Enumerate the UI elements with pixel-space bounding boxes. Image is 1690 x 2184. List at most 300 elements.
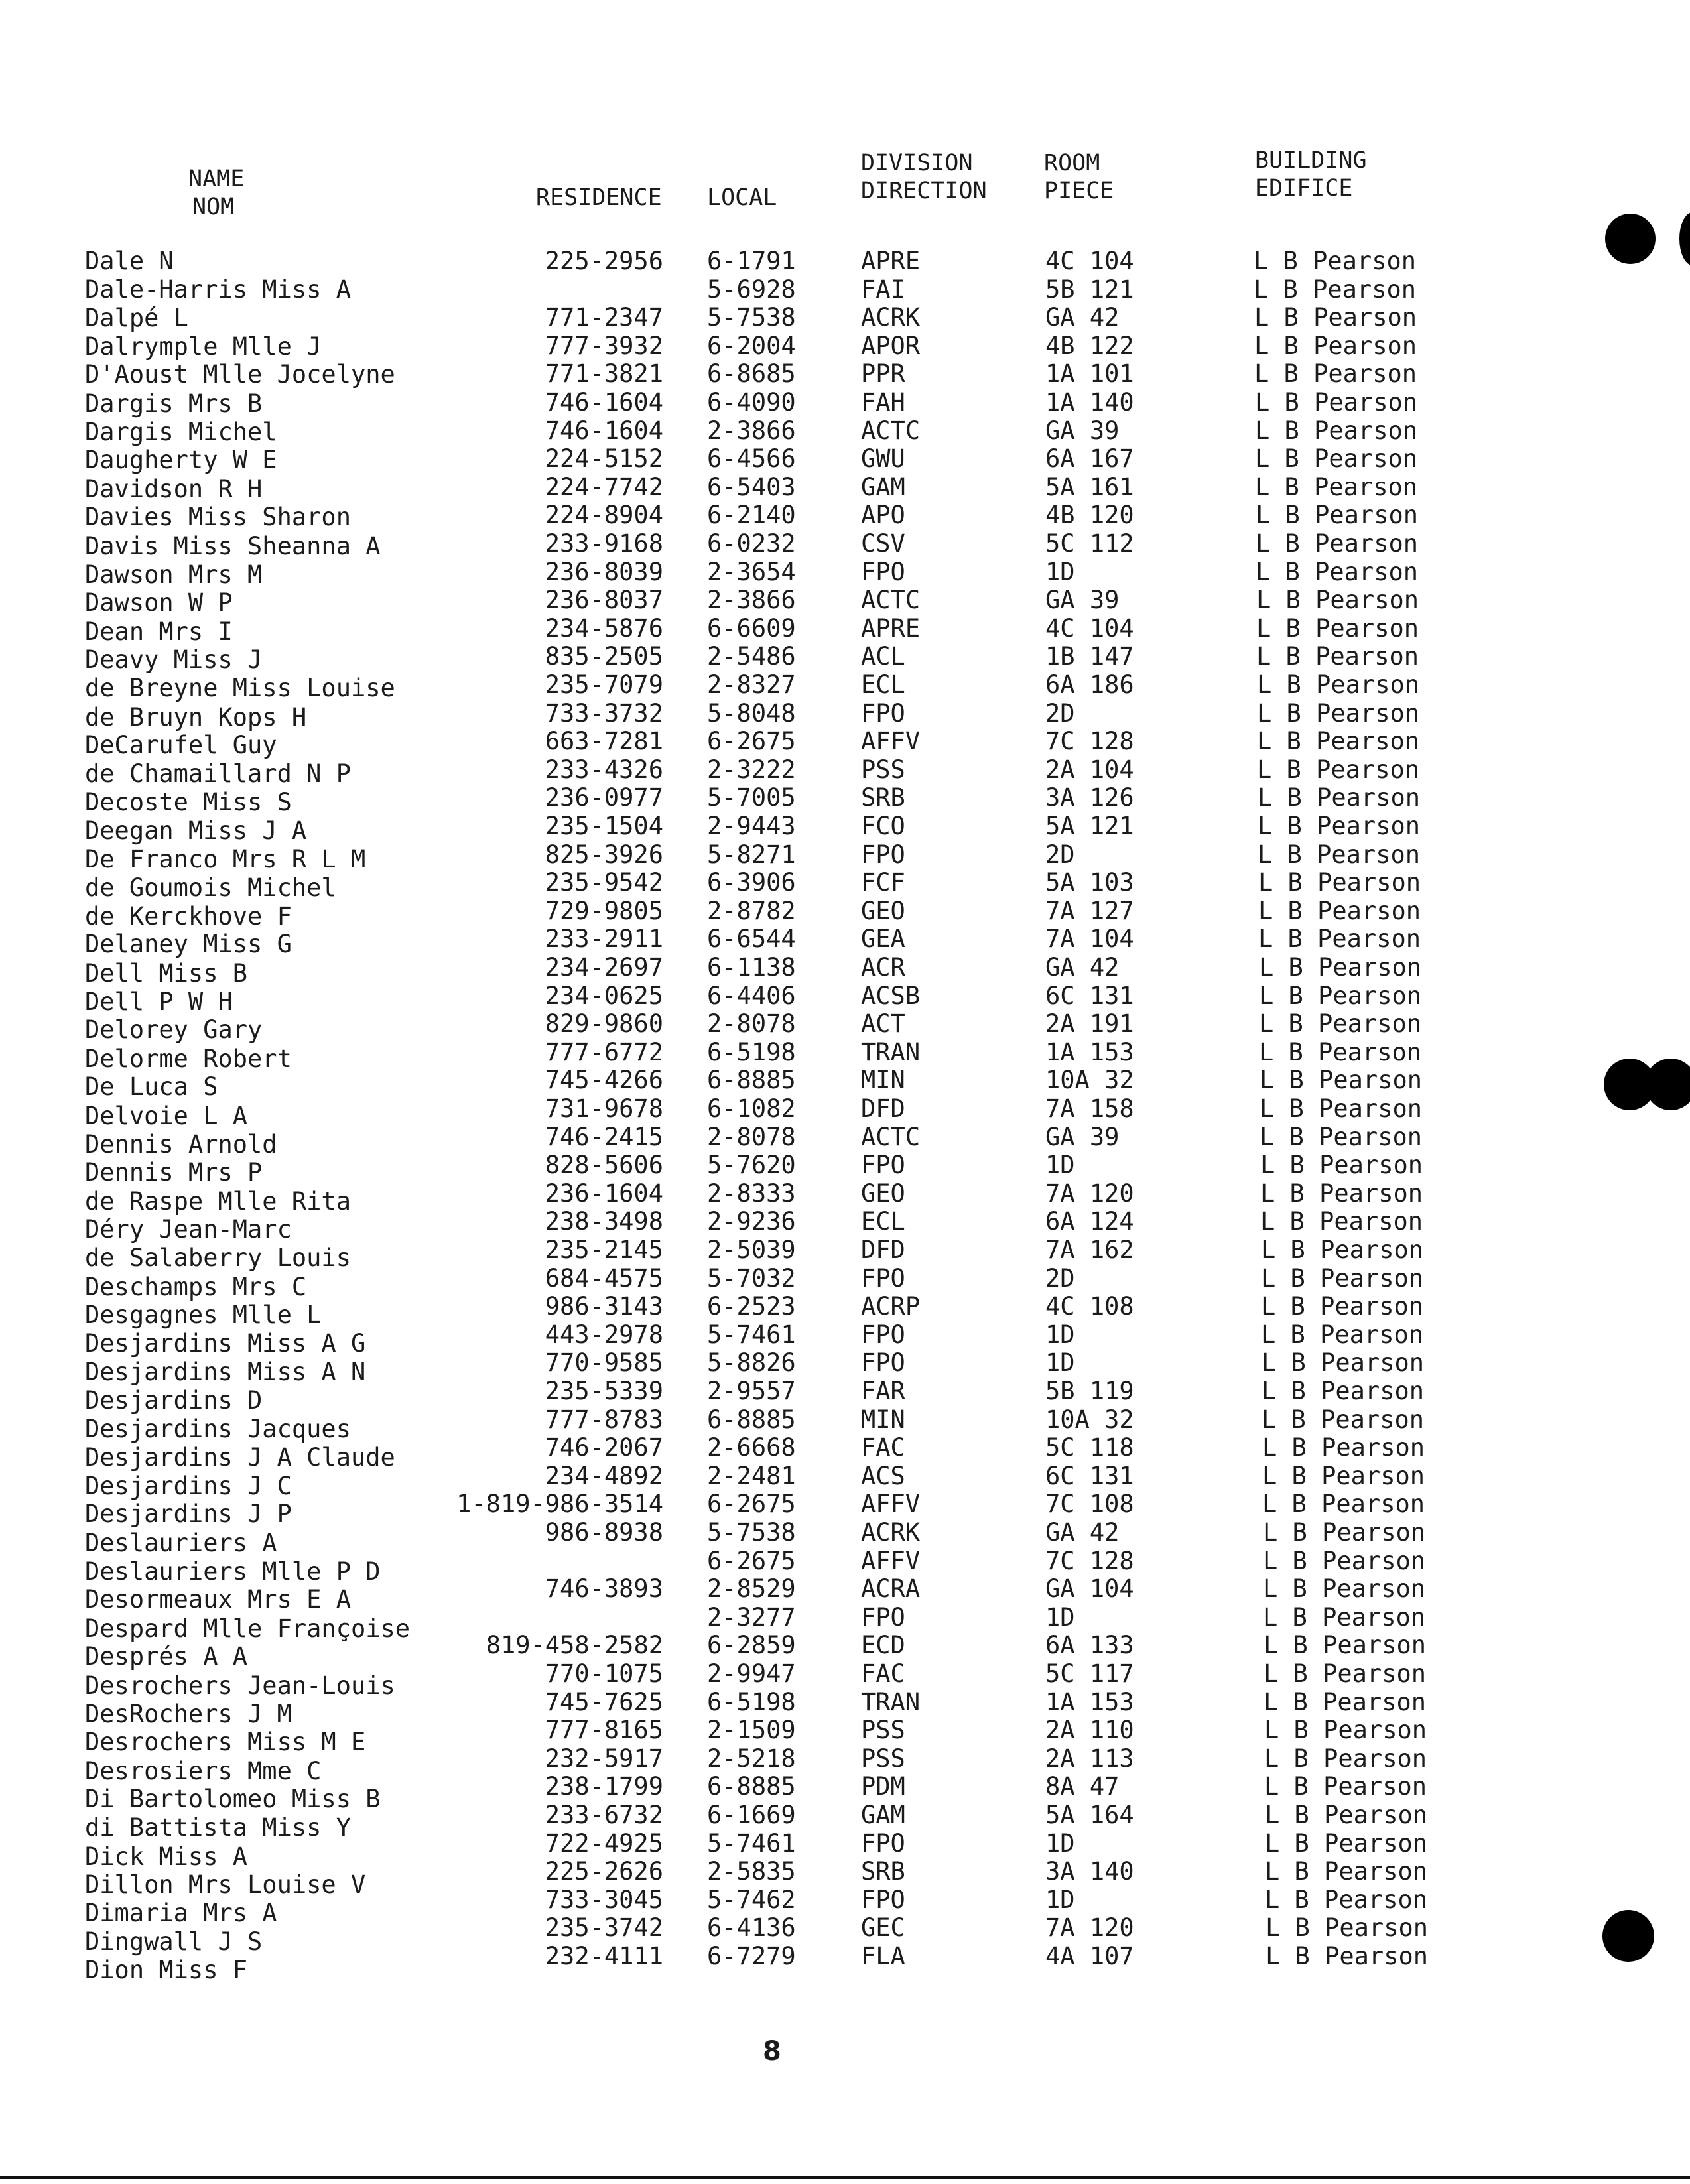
cell-building: L B Pearson bbox=[1265, 1829, 1428, 1858]
cell-name: Dargis Mrs B bbox=[85, 389, 263, 418]
cell-building: L B Pearson bbox=[1262, 1462, 1425, 1490]
cell-room: 7A 104 bbox=[1045, 925, 1134, 953]
directory-row bbox=[0, 953, 1690, 988]
cell-name: de Chamaillard N P bbox=[85, 759, 351, 788]
directory-row bbox=[0, 1377, 1690, 1415]
cell-division: FPO bbox=[861, 1829, 905, 1858]
cell-local: 6-5403 bbox=[707, 473, 796, 501]
cell-building: L B Pearson bbox=[1259, 1038, 1422, 1066]
cell-division: FPO bbox=[861, 840, 905, 869]
cell-room: 1D bbox=[1045, 558, 1075, 586]
cell-division: APO bbox=[861, 501, 905, 529]
cell-residence: 745-4266 bbox=[545, 1066, 663, 1094]
header-residence: RESIDENCE bbox=[536, 184, 662, 211]
cell-residence: 733-3732 bbox=[545, 699, 663, 728]
cell-room: 7A 162 bbox=[1045, 1236, 1134, 1264]
cell-local: 2-8529 bbox=[707, 1574, 796, 1603]
punch-hole-middle-right bbox=[1645, 1059, 1690, 1110]
cell-local: 5-7620 bbox=[707, 1151, 796, 1179]
cell-room: 1B 147 bbox=[1045, 642, 1134, 671]
cell-residence: 986-3143 bbox=[545, 1292, 663, 1320]
directory-row bbox=[0, 1179, 1690, 1216]
cell-room: 3A 140 bbox=[1045, 1857, 1134, 1886]
cell-building: L B Pearson bbox=[1265, 1801, 1428, 1829]
cell-division: FPO bbox=[861, 1348, 905, 1377]
cell-building: L B Pearson bbox=[1254, 275, 1417, 304]
cell-residence: 770-1075 bbox=[545, 1659, 663, 1688]
directory-row bbox=[0, 1829, 1690, 1871]
cell-building: L B Pearson bbox=[1256, 642, 1419, 671]
cell-name: De Luca S bbox=[85, 1072, 218, 1101]
cell-residence: 236-8037 bbox=[545, 586, 663, 614]
cell-division: MIN bbox=[861, 1066, 905, 1094]
cell-name: Di Bartolomeo Miss B bbox=[85, 1785, 381, 1813]
cell-room: 5C 117 bbox=[1045, 1659, 1134, 1688]
cell-building: L B Pearson bbox=[1256, 501, 1419, 529]
cell-building: L B Pearson bbox=[1264, 1716, 1427, 1744]
cell-room: 7A 120 bbox=[1045, 1179, 1134, 1208]
cell-residence: 722-4925 bbox=[545, 1829, 663, 1858]
cell-division: PSS bbox=[861, 1716, 905, 1744]
directory-row bbox=[0, 247, 1690, 276]
cell-building: L B Pearson bbox=[1255, 444, 1418, 473]
cell-building: L B Pearson bbox=[1260, 1207, 1423, 1236]
cell-name: Dick Miss A bbox=[85, 1842, 248, 1871]
cell-name: DeCarufel Guy bbox=[85, 731, 277, 759]
header-name: NAME bbox=[188, 166, 245, 192]
cell-building: L B Pearson bbox=[1265, 1857, 1428, 1886]
cell-room: 4C 104 bbox=[1045, 247, 1134, 275]
cell-name: Deschamps Mrs C bbox=[85, 1273, 307, 1301]
cell-division: FPO bbox=[861, 1603, 905, 1632]
cell-residence: 224-7742 bbox=[545, 473, 663, 501]
cell-local: 2-9557 bbox=[707, 1377, 796, 1405]
cell-local: 6-8885 bbox=[707, 1405, 796, 1434]
directory-row bbox=[0, 444, 1690, 474]
cell-division: AFFV bbox=[861, 1547, 921, 1575]
cell-division: PSS bbox=[861, 755, 905, 784]
cell-name: Davis Miss Sheanna A bbox=[85, 532, 381, 560]
cell-name: Desjardins J C bbox=[85, 1472, 292, 1500]
cell-division: GAM bbox=[861, 1801, 905, 1829]
directory-row bbox=[0, 1631, 1690, 1671]
cell-building: L B Pearson bbox=[1263, 1518, 1426, 1547]
directory-row bbox=[0, 671, 1690, 700]
cell-building: L B Pearson bbox=[1259, 982, 1422, 1010]
cell-room: 1D bbox=[1045, 1886, 1075, 1914]
cell-room: 5A 164 bbox=[1045, 1801, 1134, 1829]
cell-local: 2-3866 bbox=[707, 586, 796, 614]
cell-division: TRAN bbox=[861, 1688, 921, 1716]
cell-local: 6-2004 bbox=[707, 332, 796, 360]
bottom-edge-line bbox=[0, 2176, 1690, 2179]
cell-room: 6C 131 bbox=[1045, 982, 1134, 1010]
cell-residence: 746-2415 bbox=[545, 1123, 663, 1151]
cell-residence: 232-4111 bbox=[545, 1942, 663, 1970]
directory-row bbox=[0, 332, 1690, 361]
cell-building: L B Pearson bbox=[1262, 1405, 1425, 1434]
directory-row bbox=[0, 1123, 1690, 1159]
cell-division: GAM bbox=[861, 473, 905, 501]
cell-residence: 234-5876 bbox=[545, 614, 663, 643]
cell-residence: 684-4575 bbox=[545, 1264, 663, 1293]
cell-local: 5-7538 bbox=[707, 303, 796, 332]
cell-room: GA 39 bbox=[1045, 1123, 1120, 1151]
directory-row bbox=[0, 614, 1690, 646]
cell-division: GEC bbox=[861, 1913, 905, 1942]
cell-building: L B Pearson bbox=[1255, 473, 1418, 501]
directory-row bbox=[0, 925, 1690, 958]
directory-row bbox=[0, 1886, 1690, 1927]
cell-division: SRB bbox=[861, 1857, 905, 1886]
cell-local: 5-7032 bbox=[707, 1264, 796, 1293]
cell-room: GA 104 bbox=[1045, 1574, 1134, 1603]
cell-room: 6A 167 bbox=[1045, 444, 1134, 473]
cell-local: 2-9236 bbox=[707, 1207, 796, 1236]
cell-residence: 235-3742 bbox=[545, 1913, 663, 1942]
cell-local: 2-6668 bbox=[707, 1433, 796, 1462]
directory-row bbox=[0, 727, 1690, 759]
cell-room: 1A 153 bbox=[1045, 1688, 1134, 1716]
directory-row bbox=[0, 1772, 1690, 1813]
cell-name: Dell P W H bbox=[85, 988, 233, 1016]
cell-building: L B Pearson bbox=[1258, 840, 1421, 869]
cell-local: 5-7461 bbox=[707, 1829, 796, 1858]
cell-local: 6-5198 bbox=[707, 1038, 796, 1066]
cell-residence: 729-9805 bbox=[545, 897, 663, 925]
directory-row bbox=[0, 1094, 1690, 1130]
cell-room: 1A 153 bbox=[1045, 1038, 1134, 1066]
cell-division: ECL bbox=[861, 671, 905, 699]
cell-building: L B Pearson bbox=[1262, 1490, 1425, 1518]
cell-room: GA 42 bbox=[1045, 953, 1120, 982]
cell-room: 7A 158 bbox=[1045, 1094, 1134, 1123]
cell-division: GEO bbox=[861, 897, 905, 925]
cell-room: 10A 32 bbox=[1045, 1066, 1134, 1094]
cell-division: ACTC bbox=[861, 586, 921, 614]
cell-division: ACT bbox=[861, 1009, 905, 1038]
cell-local: 6-4406 bbox=[707, 982, 796, 1010]
directory-row bbox=[0, 1151, 1690, 1187]
cell-local: 5-7005 bbox=[707, 783, 796, 812]
directory-row bbox=[0, 1659, 1690, 1700]
cell-building: L B Pearson bbox=[1263, 1574, 1426, 1603]
directory-row bbox=[0, 982, 1690, 1016]
cell-local: 2-3866 bbox=[707, 417, 796, 445]
cell-local: 2-3654 bbox=[707, 558, 796, 586]
directory-row bbox=[0, 1547, 1690, 1586]
directory-row bbox=[0, 1716, 1690, 1756]
cell-division: ACTC bbox=[861, 1123, 921, 1151]
directory-row bbox=[0, 417, 1690, 446]
cell-name: Dale N bbox=[85, 247, 174, 275]
cell-name: Davies Miss Sharon bbox=[85, 503, 351, 531]
cell-division: FLA bbox=[861, 1942, 905, 1970]
cell-local: 5-8271 bbox=[707, 840, 796, 869]
cell-division: FPO bbox=[861, 1264, 905, 1293]
directory-row bbox=[0, 558, 1690, 587]
cell-building: L B Pearson bbox=[1257, 699, 1420, 728]
cell-local: 6-4136 bbox=[707, 1913, 796, 1942]
cell-room: 2A 110 bbox=[1045, 1716, 1134, 1744]
cell-division: PPR bbox=[861, 359, 905, 388]
cell-building: L B Pearson bbox=[1259, 953, 1422, 982]
cell-local: 6-8885 bbox=[707, 1066, 796, 1094]
cell-division: ACRP bbox=[861, 1292, 921, 1320]
cell-division: ECD bbox=[861, 1631, 905, 1659]
cell-building: L B Pearson bbox=[1264, 1744, 1427, 1773]
cell-residence: 233-9168 bbox=[545, 529, 663, 558]
directory-row bbox=[0, 1603, 1690, 1643]
cell-division: ACS bbox=[861, 1462, 905, 1490]
cell-room: 7C 128 bbox=[1045, 1547, 1134, 1575]
cell-room: GA 42 bbox=[1045, 303, 1120, 332]
cell-name: Deslauriers Mlle P D bbox=[85, 1557, 381, 1586]
cell-residence: 746-1604 bbox=[545, 388, 663, 417]
cell-local: 2-3277 bbox=[707, 1603, 796, 1632]
cell-building: L B Pearson bbox=[1254, 359, 1417, 388]
directory-row bbox=[0, 1292, 1690, 1329]
cell-residence: 770-9585 bbox=[545, 1348, 663, 1377]
directory-row bbox=[0, 501, 1690, 530]
cell-building: L B Pearson bbox=[1259, 1009, 1422, 1038]
cell-local: 2-8078 bbox=[707, 1123, 796, 1151]
cell-residence: 234-2697 bbox=[545, 953, 663, 982]
cell-residence: 224-8904 bbox=[545, 501, 663, 529]
directory-row bbox=[0, 812, 1690, 845]
cell-local: 2-8078 bbox=[707, 1009, 796, 1038]
cell-residence: 235-5339 bbox=[545, 1377, 663, 1405]
cell-local: 6-2675 bbox=[707, 727, 796, 755]
cell-residence: 746-1604 bbox=[545, 417, 663, 445]
cell-room: GA 39 bbox=[1045, 417, 1120, 445]
cell-room: 10A 32 bbox=[1045, 1405, 1134, 1434]
directory-row bbox=[0, 840, 1690, 873]
cell-division: CSV bbox=[861, 529, 905, 558]
cell-room: 2A 191 bbox=[1045, 1009, 1134, 1038]
header-building-fr: EDIFICE bbox=[1255, 175, 1353, 202]
cell-residence: 235-9542 bbox=[545, 868, 663, 897]
cell-building: L B Pearson bbox=[1263, 1547, 1426, 1575]
cell-name: Desgagnes Mlle L bbox=[85, 1301, 322, 1329]
cell-name: Despard Mlle Françoise bbox=[85, 1614, 411, 1643]
cell-local: 6-4090 bbox=[707, 388, 796, 417]
cell-local: 5-8048 bbox=[707, 699, 796, 728]
cell-building: L B Pearson bbox=[1265, 1886, 1428, 1914]
cell-division: ECL bbox=[861, 1207, 905, 1236]
cell-residence: 777-3932 bbox=[545, 332, 663, 360]
cell-name: de Salaberry Louis bbox=[85, 1244, 351, 1272]
cell-name: Dell Miss B bbox=[85, 959, 248, 988]
cell-division: SRB bbox=[861, 783, 905, 812]
cell-building: L B Pearson bbox=[1258, 925, 1421, 953]
cell-local: 2-5486 bbox=[707, 642, 796, 671]
cell-residence: 238-1799 bbox=[545, 1772, 663, 1801]
cell-name: Delorey Gary bbox=[85, 1015, 263, 1044]
cell-residence: 771-2347 bbox=[545, 303, 663, 332]
cell-residence: 235-1504 bbox=[545, 812, 663, 840]
cell-name: Deegan Miss J A bbox=[85, 816, 307, 845]
cell-residence: 233-6732 bbox=[545, 1801, 663, 1829]
directory-row bbox=[0, 1320, 1690, 1358]
cell-name: Desrochers Jean-Louis bbox=[85, 1671, 395, 1700]
cell-name: Després A A bbox=[85, 1642, 248, 1671]
cell-residence: 224-5152 bbox=[545, 444, 663, 473]
cell-local: 5-7461 bbox=[707, 1320, 796, 1349]
cell-name: Dargis Michel bbox=[85, 418, 277, 446]
cell-building: L B Pearson bbox=[1256, 586, 1419, 614]
directory-row bbox=[0, 1574, 1690, 1614]
cell-room: 1A 140 bbox=[1045, 388, 1134, 417]
cell-residence: 829-9860 bbox=[545, 1009, 663, 1038]
cell-name: Dennis Mrs P bbox=[85, 1158, 263, 1187]
directory-row bbox=[0, 1518, 1690, 1557]
cell-room: 6A 133 bbox=[1045, 1631, 1134, 1659]
cell-name: Desjardins Miss A N bbox=[85, 1358, 366, 1386]
cell-local: 2-5039 bbox=[707, 1236, 796, 1264]
cell-residence: 234-4892 bbox=[545, 1462, 663, 1490]
cell-building: L B Pearson bbox=[1258, 812, 1421, 840]
cell-local: 2-2481 bbox=[707, 1462, 796, 1490]
cell-residence: 733-3045 bbox=[545, 1886, 663, 1914]
cell-name: de Kerckhove F bbox=[85, 902, 292, 931]
cell-room: 5A 121 bbox=[1045, 812, 1134, 840]
cell-name: Deavy Miss J bbox=[85, 645, 263, 674]
cell-room: 4B 120 bbox=[1045, 501, 1134, 529]
cell-building: L B Pearson bbox=[1260, 1066, 1423, 1094]
cell-name: Déry Jean-Marc bbox=[85, 1215, 292, 1244]
directory-row bbox=[0, 1433, 1690, 1472]
cell-building: L B Pearson bbox=[1260, 1179, 1423, 1208]
directory-row bbox=[0, 1066, 1690, 1101]
cell-local: 6-0232 bbox=[707, 529, 796, 558]
cell-building: L B Pearson bbox=[1261, 1236, 1424, 1264]
cell-division: TRAN bbox=[861, 1038, 921, 1066]
directory-row bbox=[0, 1405, 1690, 1443]
cell-room: 6A 186 bbox=[1045, 671, 1134, 699]
cell-name: di Battista Miss Y bbox=[85, 1813, 351, 1842]
cell-building: L B Pearson bbox=[1264, 1688, 1427, 1716]
cell-local: 2-5218 bbox=[707, 1744, 796, 1773]
cell-local: 6-1669 bbox=[707, 1801, 796, 1829]
directory-row bbox=[0, 755, 1690, 788]
cell-division: ACRK bbox=[861, 1518, 921, 1547]
cell-residence: 1-819-986-3514 bbox=[456, 1490, 663, 1518]
cell-name: Delorme Robert bbox=[85, 1045, 292, 1073]
cell-local: 6-2859 bbox=[707, 1631, 796, 1659]
header-room-fr: PIECE bbox=[1044, 178, 1114, 204]
cell-local: 6-7279 bbox=[707, 1942, 796, 1970]
directory-row bbox=[0, 1942, 1690, 1984]
cell-building: L B Pearson bbox=[1256, 614, 1419, 643]
directory-row bbox=[0, 529, 1690, 558]
cell-name: de Goumois Michel bbox=[85, 873, 336, 902]
cell-room: 5B 119 bbox=[1045, 1377, 1134, 1405]
cell-building: L B Pearson bbox=[1258, 868, 1421, 897]
cell-building: L B Pearson bbox=[1264, 1772, 1427, 1801]
directory-row bbox=[0, 868, 1690, 902]
cell-division: FPO bbox=[861, 558, 905, 586]
cell-local: 2-9443 bbox=[707, 812, 796, 840]
cell-room: 5B 121 bbox=[1045, 275, 1134, 304]
cell-division: FAC bbox=[861, 1433, 905, 1462]
directory-row bbox=[0, 359, 1690, 389]
cell-division: ACTC bbox=[861, 417, 921, 445]
cell-room: 8A 47 bbox=[1045, 1772, 1120, 1801]
directory-row bbox=[0, 1236, 1690, 1272]
cell-local: 6-2140 bbox=[707, 501, 796, 529]
cell-division: ACRK bbox=[861, 303, 921, 332]
cell-local: 6-2675 bbox=[707, 1547, 796, 1575]
cell-division: FCO bbox=[861, 812, 905, 840]
directory-row bbox=[0, 642, 1690, 674]
directory-row bbox=[0, 1490, 1690, 1528]
cell-division: FPO bbox=[861, 699, 905, 728]
cell-name: Desjardins Jacques bbox=[85, 1415, 351, 1443]
cell-room: 1D bbox=[1045, 1603, 1075, 1632]
cell-name: Dillon Mrs Louise V bbox=[85, 1870, 366, 1899]
cell-name: Dimaria Mrs A bbox=[85, 1899, 277, 1927]
cell-room: 5C 118 bbox=[1045, 1433, 1134, 1462]
cell-local: 5-7462 bbox=[707, 1886, 796, 1914]
cell-name: Desrochers Miss M E bbox=[85, 1728, 366, 1756]
cell-building: L B Pearson bbox=[1254, 303, 1417, 332]
cell-building: L B Pearson bbox=[1262, 1377, 1425, 1405]
directory-row bbox=[0, 1009, 1690, 1044]
cell-room: 1D bbox=[1045, 1829, 1075, 1858]
cell-residence: 828-5606 bbox=[545, 1151, 663, 1179]
cell-building: L B Pearson bbox=[1256, 529, 1419, 558]
cell-residence: 663-7281 bbox=[545, 727, 663, 755]
cell-name: de Breyne Miss Louise bbox=[85, 674, 395, 702]
cell-name: Desjardins J P bbox=[85, 1500, 292, 1528]
cell-division: FAR bbox=[861, 1377, 905, 1405]
cell-room: 2A 104 bbox=[1045, 755, 1134, 784]
header-division-fr: DIRECTION bbox=[861, 178, 987, 204]
cell-building: L B Pearson bbox=[1254, 332, 1417, 360]
cell-building: L B Pearson bbox=[1255, 417, 1418, 445]
cell-local: 6-6544 bbox=[707, 925, 796, 953]
directory-row bbox=[0, 1857, 1690, 1899]
cell-name: Dingwall J S bbox=[85, 1927, 263, 1956]
cell-name: D'Aoust Mlle Jocelyne bbox=[85, 360, 395, 389]
cell-name: de Raspe Mlle Rita bbox=[85, 1187, 351, 1216]
cell-name: Dale-Harris Miss A bbox=[85, 275, 351, 304]
cell-name: Dawson W P bbox=[85, 588, 233, 617]
cell-residence: 235-7079 bbox=[545, 671, 663, 699]
cell-residence: 819-458-2582 bbox=[486, 1631, 663, 1659]
cell-residence: 746-2067 bbox=[545, 1433, 663, 1462]
cell-name: Desormeaux Mrs E A bbox=[85, 1585, 351, 1614]
cell-room: 4A 107 bbox=[1045, 1942, 1134, 1970]
cell-residence: 225-2956 bbox=[545, 247, 663, 275]
cell-division: APRE bbox=[861, 247, 921, 275]
cell-room: 6A 124 bbox=[1045, 1207, 1134, 1236]
cell-name: Dion Miss F bbox=[85, 1956, 248, 1984]
header-name-fr: NOM bbox=[192, 194, 235, 220]
cell-name: Dawson Mrs M bbox=[85, 560, 263, 589]
cell-local: 6-8885 bbox=[707, 1772, 796, 1801]
cell-room: 6C 131 bbox=[1045, 1462, 1134, 1490]
cell-building: L B Pearson bbox=[1256, 558, 1419, 586]
cell-name: De Franco Mrs R L M bbox=[85, 845, 366, 873]
cell-division: FCF bbox=[861, 868, 905, 897]
cell-residence: 986-8938 bbox=[545, 1518, 663, 1547]
directory-row bbox=[0, 783, 1690, 816]
cell-local: 6-8685 bbox=[707, 359, 796, 388]
cell-building: L B Pearson bbox=[1255, 388, 1418, 417]
directory-row bbox=[0, 1207, 1690, 1244]
